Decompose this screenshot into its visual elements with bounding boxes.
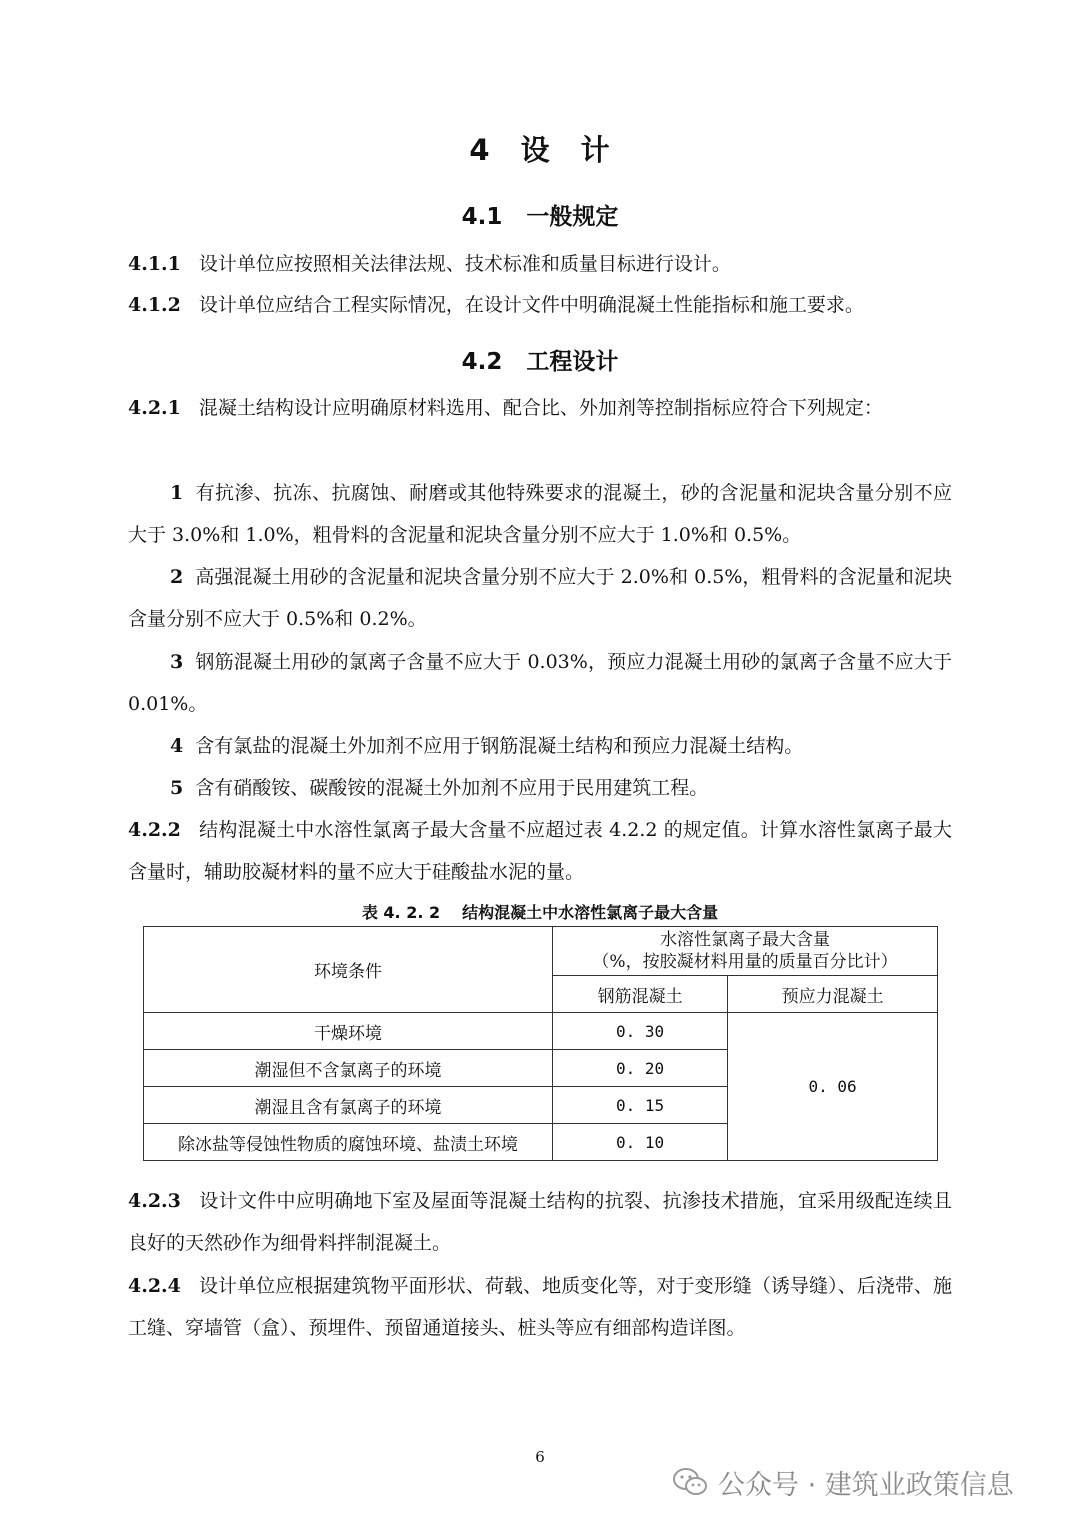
clause-number: 4.2.1 bbox=[128, 397, 181, 419]
cell-env: 潮湿但不含氯离子的环境 bbox=[144, 1050, 553, 1087]
clause-text: 设计单位应根据建筑物平面形状、荷载、地质变化等，对于变形缝（诱导缝）、后浇带、施工缝、穿墙管（盒）、预埋件、预留通道接头、桩头等应有细部构造详图。 bbox=[128, 1275, 952, 1339]
cell-env: 干燥环境 bbox=[144, 1013, 553, 1050]
chapter-title: 4 设 计 bbox=[469, 133, 611, 167]
header-env: 环境条件 bbox=[144, 927, 553, 1013]
cell-env: 潮湿且含有氯离子的环境 bbox=[144, 1087, 553, 1124]
list-item: 4 含有氯盐的混凝土外加剂不应用于钢筋混凝土结构和预应力混凝土结构。 bbox=[170, 735, 804, 757]
clause-4-2-2 bbox=[128, 809, 952, 893]
clause-number: 4.2.4 bbox=[128, 1275, 181, 1297]
section-title-4-2: 4.2 工程设计 bbox=[461, 349, 619, 375]
clause-number: 4.1.1 bbox=[128, 253, 181, 275]
clause-text: 结构混凝土中水溶性氯离子最大含量不应超过表 4.2.2 的规定值。计算水溶性氯离子最大含量时，辅助胶凝材料的量不应大于硅酸盐水泥的量。 bbox=[128, 819, 952, 883]
section-title-4-1: 4.1 一般规定 bbox=[461, 204, 619, 230]
clause-4-1-1 bbox=[128, 243, 952, 285]
table-header-row bbox=[144, 927, 938, 976]
cell-rc: 0. 30 bbox=[553, 1013, 728, 1050]
clause-4-2-1 bbox=[128, 387, 952, 429]
clause-text: 设计单位应按照相关法律法规、技术标准和质量目标进行设计。 bbox=[198, 253, 731, 275]
clause-4-2-4 bbox=[128, 1265, 952, 1349]
clause-4-2-3 bbox=[128, 1180, 952, 1264]
page-number: 6 bbox=[535, 1448, 545, 1466]
clause-number: 4.2.3 bbox=[128, 1190, 181, 1212]
clause-number: 4.2.2 bbox=[128, 819, 181, 841]
list-item: 2 高强混凝土用砂的含泥量和泥块含量分别不应大于 2.0%和 0.5%，粗骨料的含泥量和泥块含量分别不应大于 0.5%和 0.2%。 bbox=[128, 566, 952, 630]
table-caption: 表 4. 2. 2 结构混凝土中水溶性氯离子最大含量 bbox=[361, 903, 719, 922]
header-rc: 钢筋混凝土 bbox=[553, 976, 728, 1013]
cell-rc: 0. 15 bbox=[553, 1087, 728, 1124]
watermark bbox=[672, 1462, 1014, 1502]
list-item: 5 含有硝酸铵、碳酸铵的混凝土外加剂不应用于民用建筑工程。 bbox=[170, 777, 709, 799]
wechat-icon bbox=[672, 1467, 708, 1497]
cell-rc: 0. 10 bbox=[553, 1124, 728, 1161]
table-row bbox=[144, 1013, 938, 1050]
header-pc: 预应力混凝土 bbox=[728, 976, 938, 1013]
header-group: 水溶性氯离子最大含量 （%，按胶凝材料用量的质量百分比计） bbox=[553, 927, 938, 976]
clause-number: 4.1.2 bbox=[128, 294, 181, 316]
cell-env: 除冰盐等侵蚀性物质的腐蚀环境、盐渍土环境 bbox=[144, 1124, 553, 1161]
list-item: 1 有抗渗、抗冻、抗腐蚀、耐磨或其他特殊要求的混凝土，砂的含泥量和泥块含量分别不应大于 3.0%和 1.0%，粗骨料的含泥量和泥块含量分别不应大于 1.0%和 0.5%。 bbox=[128, 482, 952, 546]
clause-4-1-2 bbox=[128, 284, 952, 326]
list-item: 3 钢筋混凝土用砂的氯离子含量不应大于 0.03%，预应力混凝土用砂的氯离子含量不应大于 0.01%。 bbox=[128, 651, 952, 715]
clause-text: 设计单位应结合工程实际情况，在设计文件中明确混凝土性能指标和施工要求。 bbox=[198, 294, 864, 316]
cell-rc: 0. 20 bbox=[553, 1050, 728, 1087]
clause-text: 混凝土结构设计应明确原材料选用、配合比、外加剂等控制指标应符合下列规定： bbox=[198, 397, 883, 419]
chloride-limit-table bbox=[143, 926, 938, 1161]
watermark-text: 公众号 · 建筑业政策信息 bbox=[718, 1469, 1014, 1501]
clause-text: 设计文件中应明确地下室及屋面等混凝土结构的抗裂、抗渗技术措施，宜采用级配连续且良好的天然砂作为细骨料拌制混凝土。 bbox=[128, 1190, 952, 1254]
cell-pc: 0. 06 bbox=[728, 1013, 938, 1161]
